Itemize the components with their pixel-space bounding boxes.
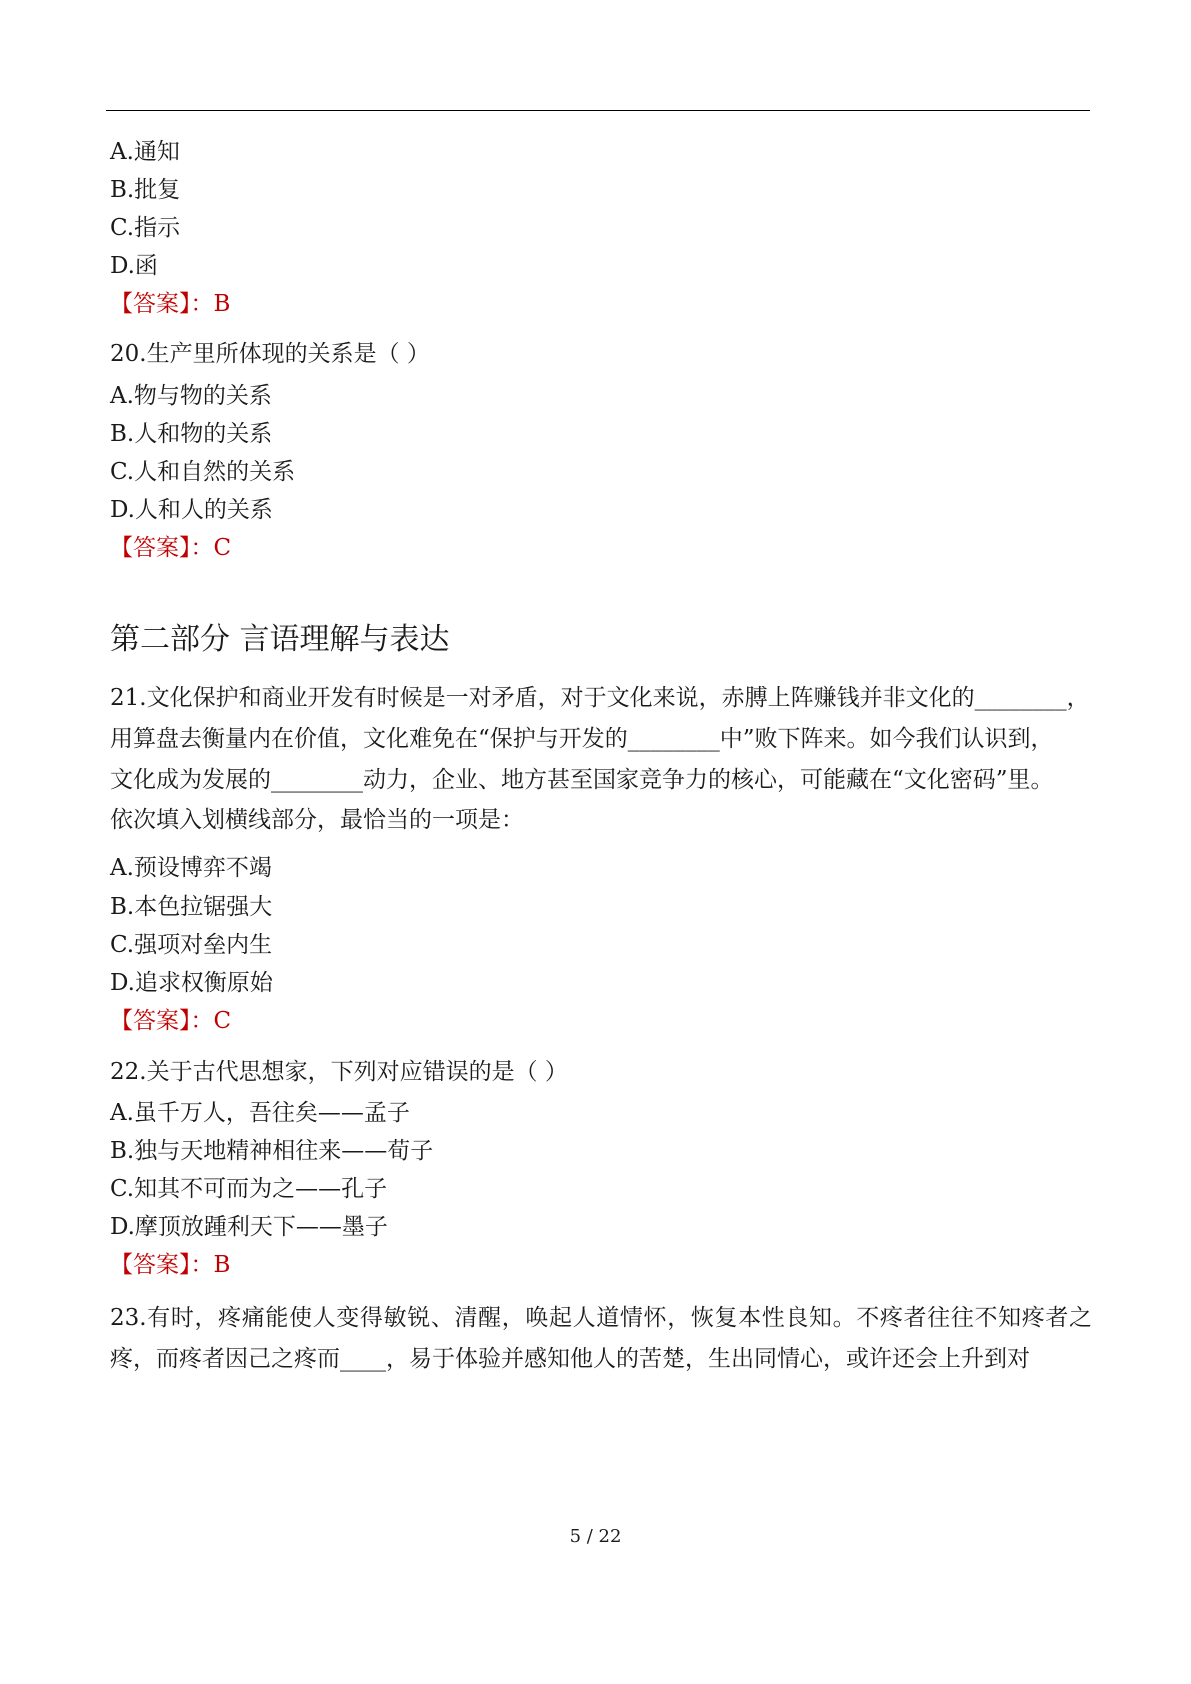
q21-line-2: 用算盘去衡量内在价值，文化难免在“保护与开发的________中”败下阵来。如今我们认识到， bbox=[110, 726, 1054, 752]
q21-option-a: A.预设博弈不竭 bbox=[110, 855, 272, 881]
q21-option-d: D.追求权衡原始 bbox=[110, 970, 273, 996]
q21-option-b: B.本色拉锯强大 bbox=[110, 894, 273, 920]
q21-line-1: 21.文化保护和商业开发有时候是一对矛盾，对于文化来说，赤膊上阵赚钱并非文化的________， bbox=[110, 685, 1090, 711]
q19-option-c: C.指示 bbox=[110, 215, 181, 241]
q19-option-b: B.批复 bbox=[110, 177, 181, 203]
page-number: 5 / 22 bbox=[569, 1526, 622, 1547]
q21-line-3: 文化成为发展的________动力，企业、地方甚至国家竞争力的核心，可能藏在“文化密码”里。 bbox=[110, 767, 1054, 793]
header-rule bbox=[106, 110, 1090, 111]
q22-answer: 【答案】：B bbox=[110, 1252, 231, 1278]
q22-option-a: A.虽千万人，吾往矣——孟子 bbox=[110, 1100, 410, 1126]
q21-line-4: 依次填入划横线部分，最恰当的一项是： bbox=[110, 807, 524, 833]
q21-option-c: C.强项对垒内生 bbox=[110, 932, 273, 958]
q22-option-d: D.摩顶放踵利天下——墨子 bbox=[110, 1214, 388, 1240]
q19-option-d: D.函 bbox=[110, 253, 158, 279]
q20-option-c: C.人和自然的关系 bbox=[110, 459, 296, 485]
q20-option-b: B.人和物的关系 bbox=[110, 421, 273, 447]
section-title: 第二部分 言语理解与表达 bbox=[110, 622, 450, 657]
q20-option-a: A.物与物的关系 bbox=[110, 383, 272, 409]
q20-option-d: D.人和人的关系 bbox=[110, 497, 273, 523]
q19-option-a: A.通知 bbox=[110, 139, 180, 165]
q22-question: 22.关于古代思想家，下列对应错误的是（ ） bbox=[110, 1059, 568, 1085]
q21-answer: 【答案】：C bbox=[110, 1008, 232, 1034]
q19-answer: 【答案】：B bbox=[110, 291, 231, 317]
q20-answer: 【答案】：C bbox=[110, 535, 232, 561]
q22-option-b: B.独与天地精神相往来——荀子 bbox=[110, 1138, 434, 1164]
q20-question: 20.生产里所体现的关系是（ ） bbox=[110, 341, 430, 367]
q23-paragraph: 23.有时，疼痛能使人变得敏锐、清醒，唤起人道情怀，恢复本性良知。不疼者往往不知疼者之疼，而疼者因己之疼而____，易于体验并感知他人的苦楚，生出同情心，或许还会上升到对 bbox=[110, 1305, 1092, 1372]
q22-option-c: C.知其不可而为之——孔子 bbox=[110, 1176, 388, 1202]
